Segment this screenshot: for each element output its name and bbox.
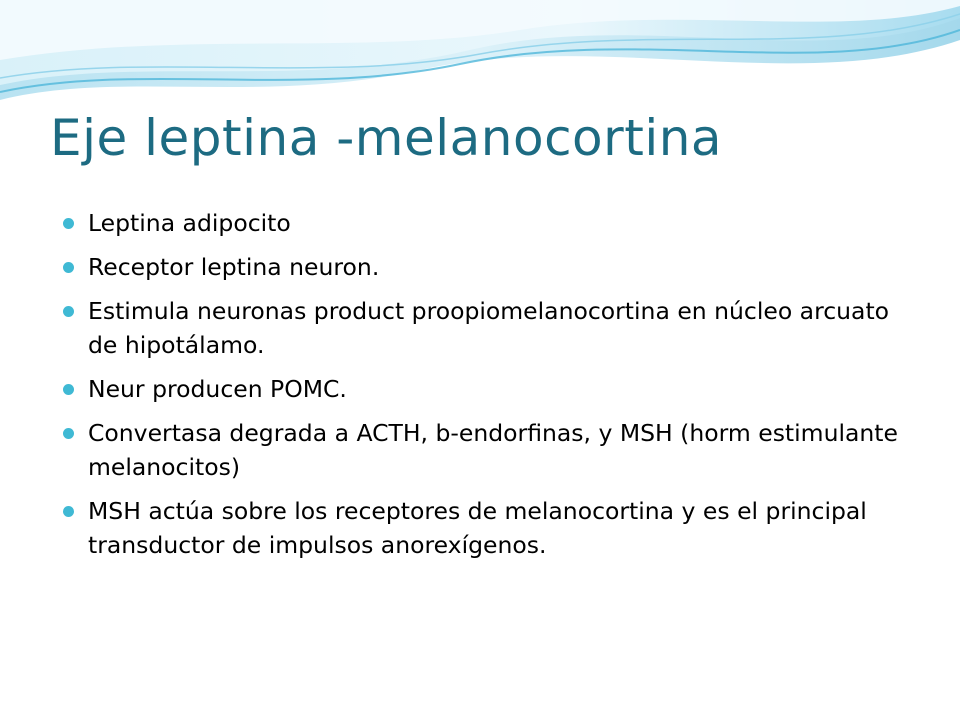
bullet-item — [60, 372, 920, 406]
bullet-text: Convertasa degrada a ACTH, b-endorfinas, y MSH (horm estimulante melanocitos) — [88, 419, 898, 481]
bullet-dot-icon — [63, 384, 74, 395]
wave-banner-decoration — [0, 0, 960, 110]
bullet-dot-icon — [63, 506, 74, 517]
bullet-text: Neur producen POMC. — [88, 375, 347, 403]
bullet-dot-icon — [63, 262, 74, 273]
bullet-list — [60, 206, 920, 572]
slide-title: Eje leptina -melanocortina — [50, 109, 723, 167]
bullet-dot-icon — [63, 218, 74, 229]
bullet-dot-icon — [63, 428, 74, 439]
bullet-dot-icon — [63, 306, 74, 317]
bullet-item — [60, 416, 920, 484]
bullet-item — [60, 294, 920, 362]
bullet-text: Estimula neuronas product proopiomelanocortina en núcleo arcuato de hipotálamo. — [88, 297, 890, 359]
bullet-text: Receptor leptina neuron. — [88, 253, 380, 281]
bullet-text: Leptina adipocito — [88, 209, 291, 237]
bullet-item — [60, 206, 920, 240]
bullet-item — [60, 494, 920, 562]
bullet-item — [60, 250, 920, 284]
bullet-text: MSH actúa sobre los receptores de melanocortina y es el principal transductor de impulsos anorexígenos. — [88, 497, 867, 559]
